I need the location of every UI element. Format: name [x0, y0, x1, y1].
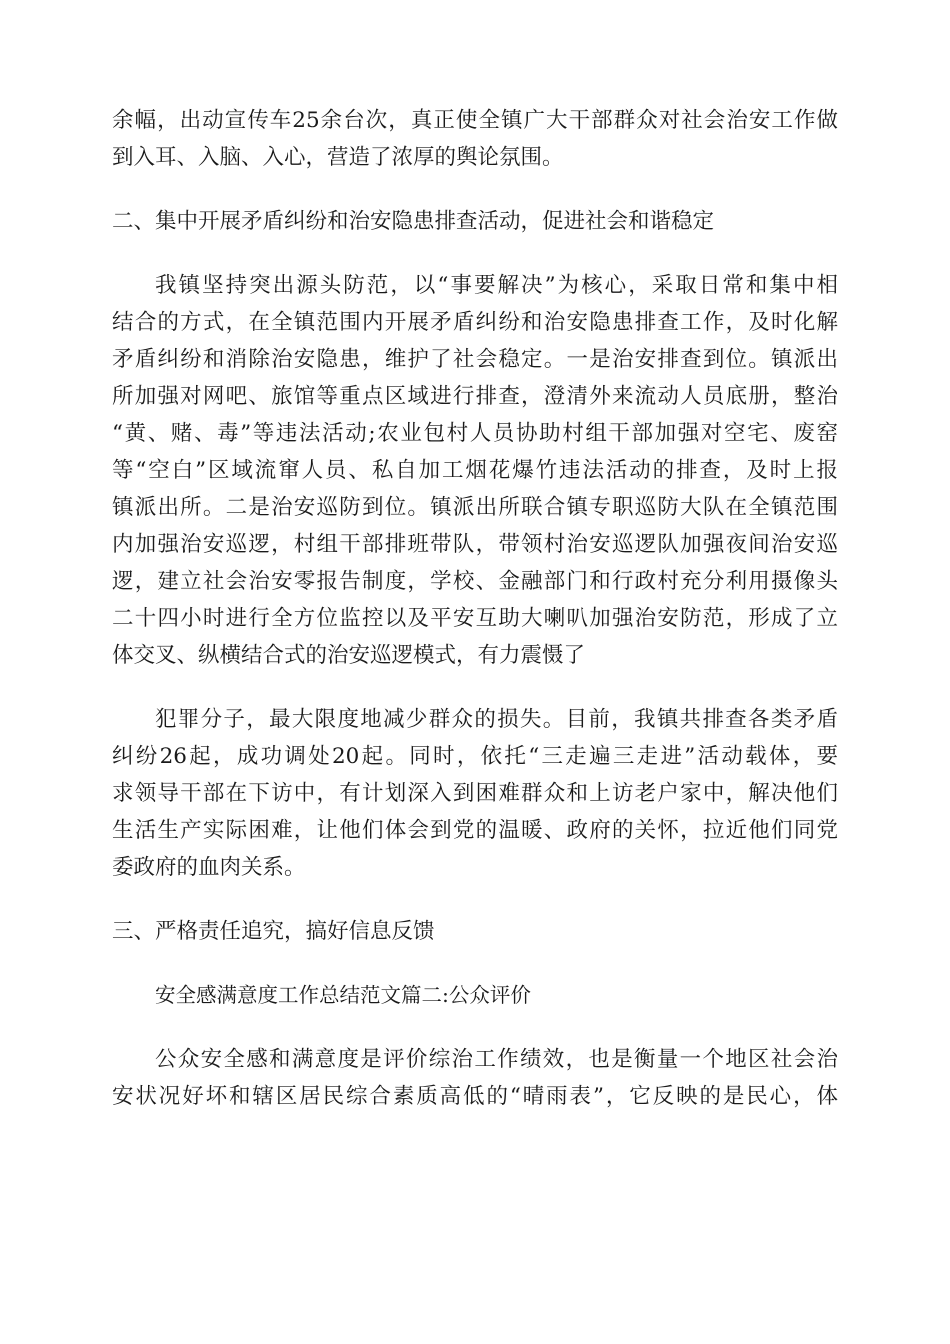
paragraph-2a	[112, 267, 838, 674]
text-line: 结合的方式，在全镇范围内开展矛盾纠纷和治安隐患排查工作，及时化解	[112, 310, 838, 335]
text-line: 二十四小时进行全方位监控以及平安互助大喇叭加强治安防范，形成了立	[112, 606, 838, 631]
document-page	[112, 102, 838, 1115]
text-line: 等“空白”区域流窜人员、私自加工烟花爆竹违法活动的排查，及时上报	[112, 458, 838, 483]
text-line: 到入耳、入脑、入心，营造了浓厚的舆论氛围。	[112, 145, 564, 170]
paragraph-intro	[112, 102, 838, 176]
text-line: 生活生产实际困难，让他们体会到党的温暖、政府的关怀，拉近他们同党	[112, 818, 838, 843]
text-line: 求领导干部在下访中，有计划深入到困难群众和上访老户家中，解决他们	[112, 781, 838, 806]
text-line: 逻，建立社会治安零报告制度，学校、金融部门和行政村充分利用摄像头	[112, 569, 838, 594]
text-line: 委政府的血肉关系。	[112, 855, 306, 880]
text-line: 纠纷26起，成功调处20起。同时，依托“三走遍三走进”活动载体，要	[112, 744, 838, 769]
text-line: 犯罪分子，最大限度地减少群众的损失。目前，我镇共排查各类矛盾	[155, 707, 838, 732]
text-line: 我镇坚持突出源头防范，以“事要解决”为核心，采取日常和集中相	[155, 273, 838, 298]
text-line: 公众安全感和满意度是评价综治工作绩效，也是衡量一个地区社会治	[155, 1047, 838, 1072]
text-line: 体交叉、纵横结合式的治安巡逻模式，有力震慑了	[112, 643, 586, 668]
text-line: 余幅，出动宣传车25余台次，真正使全镇广大干部群众对社会治安工作做	[112, 108, 838, 133]
paragraph-3	[112, 1041, 838, 1115]
text-line: 镇派出所。二是治安巡防到位。镇派出所联合镇专职巡防大队在全镇范围	[112, 495, 838, 520]
text-line: 矛盾纠纷和消除治安隐患，维护了社会稳定。一是治安排查到位。镇派出	[112, 347, 838, 372]
text-line: “黄、赌、毒”等违法活动;农业包村人员协助村组干部加强对空宅、废窑	[112, 421, 838, 446]
section-heading-3: 三、严格责任追究，搞好信息反馈	[112, 919, 435, 944]
article-subheading: 安全感满意度工作总结范文篇二:公众评价	[155, 983, 531, 1007]
text-line: 安状况好坏和辖区居民综合素质高低的“晴雨表”，它反映的是民心，体	[112, 1084, 838, 1109]
paragraph-2b	[112, 701, 838, 886]
text-line: 内加强治安巡逻，村组干部排班带队，带领村治安巡逻队加强夜间治安巡	[112, 532, 838, 557]
section-heading-2: 二、集中开展矛盾纠纷和治安隐患排查活动，促进社会和谐稳定	[112, 209, 715, 234]
text-line: 所加强对网吧、旅馆等重点区域进行排查，澄清外来流动人员底册，整治	[112, 384, 838, 409]
